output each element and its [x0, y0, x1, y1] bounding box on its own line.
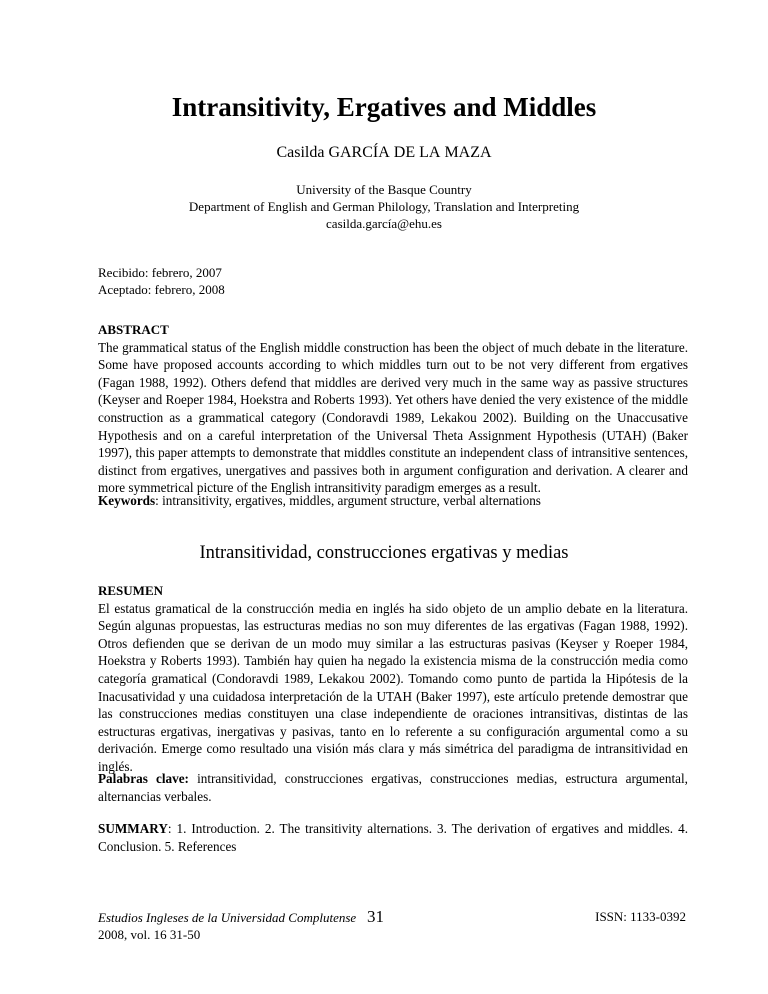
spanish-title: Intransitividad, construcciones ergativas y medias [199, 543, 569, 563]
abstract-text: The grammatical status of the English middle construction has been the object of much debate in the literature. Some have proposed accounts according to which middles turn out to be not very different from ergatives (Fagan 1988, 1992). Others defend that middles are derived very much in the same way as passive structures (Keyser and Roeper 1984, Hoekstra and Roberts 1993). Yet others have denied the very existence of the middle construction as a grammatical category (Condoravdi 1989, Lekakou 2002). Building on the Unaccusative Hypothesis and on a careful interpretation of the Universal Theta Assignment Hypothesis (UTAH) (Baker 1997), this paper attempts to demonstrate that middles constitute an independent class of intransitive sentences, distinct from ergatives, unergatives and passives both in argument configuration and derivation. A clearer and more symmetrical picture of the English intransitivity paradigm emerges as a result. [98, 339, 688, 496]
abstract-section [98, 321, 688, 497]
page-number: 31 [367, 907, 384, 926]
author-given-name: Casilda [276, 144, 325, 161]
paper-title: Intransitivity, Ergatives and Middles [171, 92, 597, 122]
summary-label: SUMMARY [98, 821, 168, 836]
footer-journal-info [98, 909, 356, 943]
resumen-heading: RESUMEN [98, 583, 164, 598]
author-name [0, 144, 768, 162]
summary-text: : 1. Introduction. 2. The transitivity alternations. 3. The derivation of ergatives and middles. 4. Conclusion. 5. References [98, 821, 688, 854]
submission-dates [98, 264, 225, 298]
keywords [98, 492, 688, 510]
journal-name: Estudios Ingleses de la Universidad Complutense [98, 910, 357, 925]
received-date: Recibido: febrero, 2007 [98, 265, 222, 280]
issn: ISSN: 1133-0392 [595, 909, 686, 924]
keywords-label: Keywords [98, 493, 156, 508]
journal-volume: 2008, vol. 16 31-50 [98, 927, 201, 942]
palabras-clave-label: Palabras clave: [98, 771, 189, 786]
author-surname: GARCÍA DE LA MAZA [328, 144, 492, 161]
resumen-text: El estatus gramatical de la construcción media en inglés ha sido objeto de un amplio debate en la literatura. Según algunas propuestas, las estructuras medias no son muy diferentes de las ergativas (Fagan 1988, 1992). Otros defienden que se derivan de un modo muy similar a las estructuras pasivas (Keyser y Roeper 1984, Hoekstra y Roberts 1993). También hay quien ha negado la existencia misma de la construcción media como categoría gramatical (Condoravdi 1989, Lekakou 2002). Tomando como punto de partida la Hipótesis de la Inacusatividad y una cuidadosa interpretación de la UTAH (Baker 1997), este artículo pretende demostrar que las construcciones medias constituyen una clase independiente de oraciones intransitivas, distintas de las estructuras ergativas, inergativas y pasivas, tanto en lo referente a su configuración argumental como a su derivación. Emerge como resultado una visión más clara y más simétrica del paradigma de intransitividad en inglés. [98, 600, 688, 774]
accepted-date: Aceptado: febrero, 2008 [98, 282, 225, 297]
affiliation [0, 181, 768, 232]
department: Department of English and German Philology, Translation and Interpreting [188, 199, 580, 214]
palabras-clave-text: intransitividad, construcciones ergativas, construcciones medias, estructura argumental, alternancias verbales. [98, 771, 688, 804]
resumen-section [98, 582, 688, 776]
abstract-heading: ABSTRACT [98, 322, 169, 337]
keywords-text: : intransitivity, ergatives, middles, argument structure, verbal alternations [155, 493, 541, 508]
palabras-clave [98, 770, 688, 805]
summary [98, 820, 688, 855]
author-email[interactable]: casilda.garcía@ehu.es [326, 216, 442, 231]
university: University of the Basque Country [296, 182, 472, 197]
